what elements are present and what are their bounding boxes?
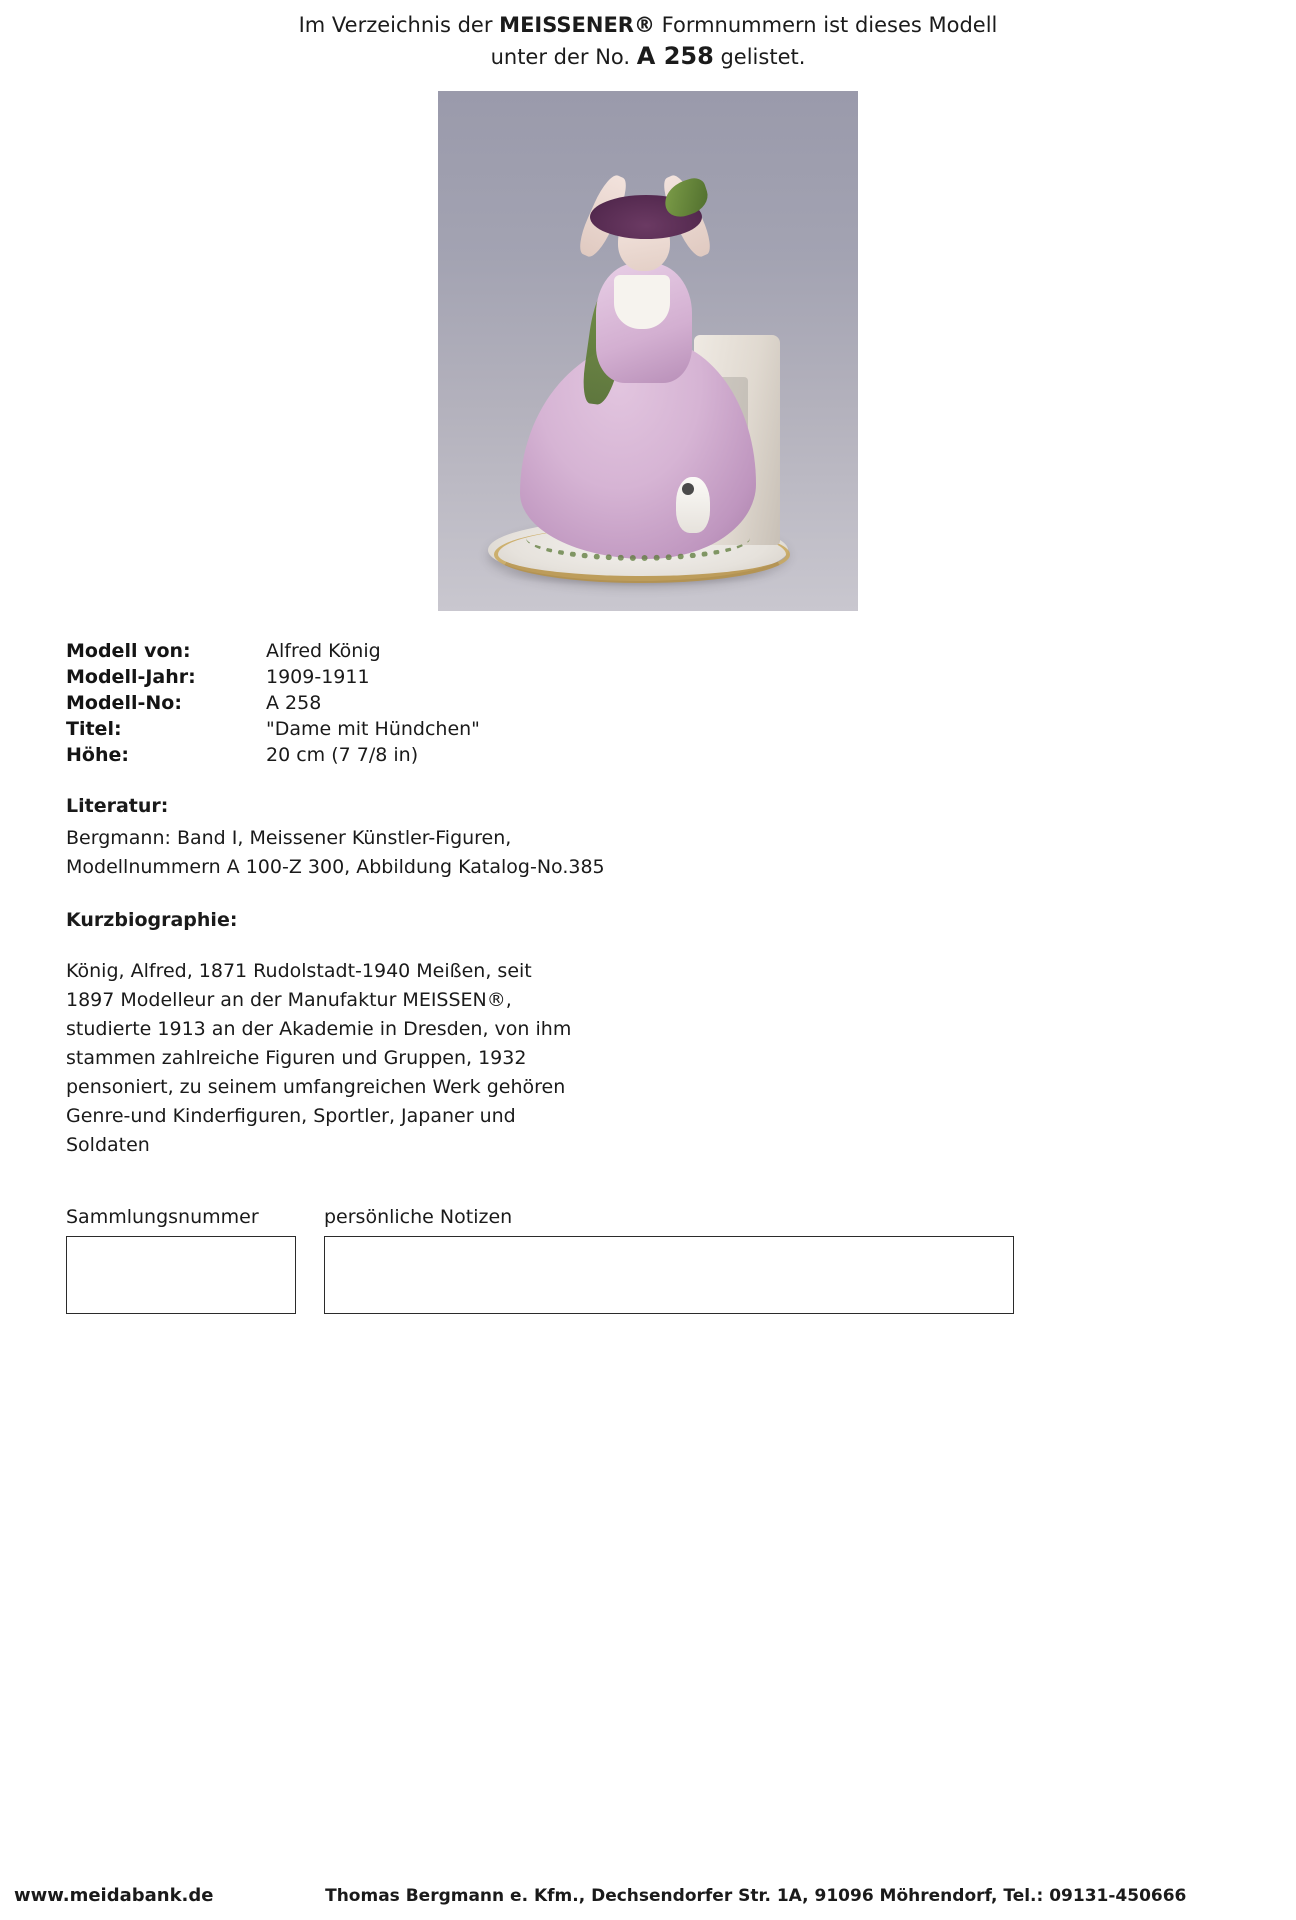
literatur-title: Literatur: xyxy=(66,795,169,817)
header-line-2-suffix: gelistet. xyxy=(713,45,806,69)
detail-row xyxy=(66,742,1296,768)
literatur-line-1: Bergmann: Band I, Meissener Künstler-Figuren, xyxy=(66,827,512,849)
kurzbiographie-line-3: studierte 1913 an der Akademie in Dresden, von ihm xyxy=(66,1018,572,1040)
header-brand: MEISSENER® xyxy=(499,13,655,37)
kurzbiographie-line-4: stammen zahlreiche Figuren und Gruppen, 1932 xyxy=(66,1047,527,1069)
sammlungsnummer-label: Sammlungsnummer xyxy=(66,1206,259,1228)
detail-row xyxy=(66,664,1296,690)
figurine-dog xyxy=(676,477,710,533)
notizen-input[interactable] xyxy=(324,1236,1014,1314)
detail-label-titel: Titel: xyxy=(66,718,122,740)
literatur-section xyxy=(66,792,1296,882)
kurzbiographie-body xyxy=(66,957,1296,1160)
kurzbiographie-line-7: Soldaten xyxy=(66,1134,150,1156)
kurzbiographie-line-5: pensoniert, zu seinem umfangreichen Werk gehören xyxy=(66,1076,566,1098)
figurine-skirt-hem xyxy=(526,515,750,561)
figurine-image xyxy=(438,91,858,616)
form-area xyxy=(66,1204,1296,1314)
header-line-2 xyxy=(0,41,1296,73)
kurzbiographie-line-6: Genre-und Kinderfiguren, Sportler, Japaner und xyxy=(66,1105,516,1127)
detail-value-hoehe: 20 cm (7 7/8 in) xyxy=(266,744,419,766)
detail-row xyxy=(66,638,1296,664)
detail-value-titel: "Dame mit Hündchen" xyxy=(266,718,480,740)
header-line-1-suffix: Formnummern ist dieses Modell xyxy=(654,13,998,37)
notizen-label: persönliche Notizen xyxy=(324,1206,513,1228)
kurzbiographie-section xyxy=(66,906,1296,1160)
figurine-photo xyxy=(438,91,858,611)
detail-row xyxy=(66,690,1296,716)
page-header xyxy=(0,0,1296,73)
detail-value-modell-jahr: 1909-1911 xyxy=(266,666,370,688)
detail-value-modell-von: Alfred König xyxy=(266,640,381,662)
page-footer xyxy=(0,1885,1296,1906)
header-model-number: A 258 xyxy=(636,42,714,70)
figurine-bodice xyxy=(614,275,670,329)
literatur-body xyxy=(66,824,1296,882)
detail-label-modell-von: Modell von: xyxy=(66,640,191,662)
notizen-group xyxy=(324,1204,1014,1314)
header-line-1-prefix: Im Verzeichnis der xyxy=(298,13,500,37)
detail-value-modell-no: A 258 xyxy=(266,692,322,714)
kurzbiographie-title: Kurzbiographie: xyxy=(66,909,238,931)
footer-address: Thomas Bergmann e. Kfm., Dechsendorfer Str. 1A, 91096 Möhrendorf, Tel.: 09131-450666 xyxy=(325,1886,1187,1906)
footer-inner xyxy=(0,1885,1296,1906)
model-details xyxy=(66,638,1296,768)
footer-website-link[interactable]: www.meidabank.de xyxy=(14,1885,214,1906)
sammlungsnummer-input[interactable] xyxy=(66,1236,296,1314)
detail-label-modell-no: Modell-No: xyxy=(66,692,182,714)
detail-row xyxy=(66,716,1296,742)
kurzbiographie-line-1: König, Alfred, 1871 Rudolstadt-1940 Meißen, seit xyxy=(66,960,532,982)
sammlungsnummer-group xyxy=(66,1204,298,1314)
literatur-line-2: Modellnummern A 100-Z 300, Abbildung Katalog-No.385 xyxy=(66,856,605,878)
detail-label-modell-jahr: Modell-Jahr: xyxy=(66,666,196,688)
header-line-2-prefix: unter der No. xyxy=(490,45,637,69)
kurzbiographie-line-2: 1897 Modelleur an der Manufaktur MEISSEN®, xyxy=(66,989,512,1011)
detail-label-hoehe: Höhe: xyxy=(66,744,129,766)
header-line-1 xyxy=(0,10,1296,41)
